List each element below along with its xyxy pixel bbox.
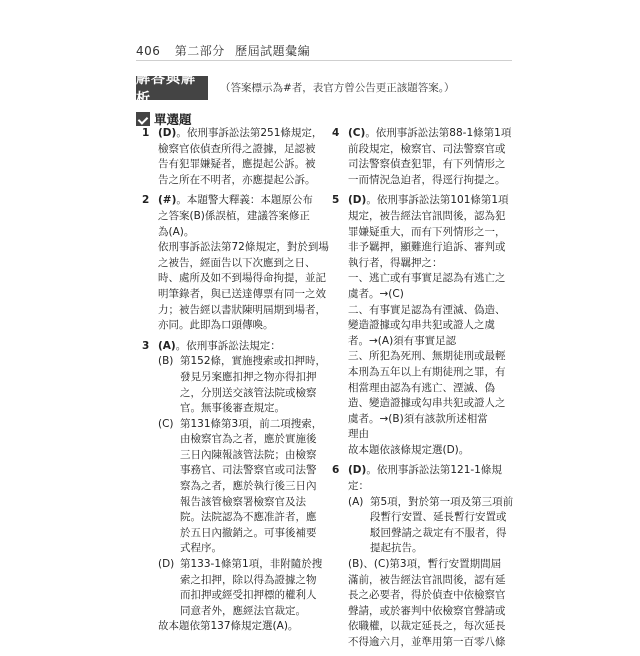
answer-label: (D)	[158, 127, 177, 139]
question-text: 。依刑事訴訟法第121-1條規	[366, 464, 502, 477]
option-text-line: 事務官、司法警察官或司法警	[180, 464, 317, 477]
question-text-line: 為(A)。	[158, 225, 195, 238]
option-explanation	[142, 417, 323, 557]
part-label: 第二部分	[174, 44, 225, 58]
question-text-line	[348, 463, 502, 479]
question-text-line	[158, 126, 323, 142]
option-text-line: 駁回聲請之裁定有不服者，得	[370, 526, 507, 539]
question-text-line	[348, 126, 512, 142]
question-text-line: 者。→(A)須有事實足認	[348, 334, 457, 347]
question-text-line: 故本題依該條規定選(D)。	[348, 443, 470, 456]
question-text: 。依刑事訴訟法第88-1條第1項	[365, 127, 512, 139]
answers-note: （答案標示為#者，表官方曾公告更正該題答案。）	[220, 82, 455, 94]
question-text-line: 前段規定，檢察官、司法警察官或	[348, 142, 506, 155]
option-text-line: 由檢察官為之者，應於實施後	[180, 433, 317, 446]
left-column	[142, 126, 329, 640]
question-number: 1	[142, 127, 150, 139]
option-text-line: 於五日內撤銷之。可事後補要	[180, 526, 317, 539]
question-text-line: 規定，被告經法官訊問後，認為犯	[348, 209, 506, 222]
option-text-line: 院。法院認為不應准許者，應	[180, 511, 317, 524]
conclusion-line: 依職權，以裁定延長之，每次延長	[348, 620, 506, 633]
option-text-line: 式程序。	[180, 542, 222, 555]
question-conclusion	[332, 557, 506, 651]
question-text-line: 司法警察偵查犯罪，有下列情形之	[348, 158, 506, 171]
conclusion-line: 聲請，或於審判中依檢察官聲請或	[348, 604, 506, 617]
check-square-icon	[136, 112, 150, 126]
question-number: 2	[142, 194, 150, 207]
question-head	[142, 339, 298, 355]
question-number: 5	[332, 194, 340, 207]
option-text-line: 第131條第3項，前二項搜索，	[180, 417, 323, 430]
page-header	[136, 42, 310, 59]
question-text-line: 檢察官依偵查所得之證據，足認被	[158, 142, 316, 155]
question-head	[332, 126, 512, 188]
question-text-line: 之被告，經面告以下次應到之日、	[158, 256, 316, 269]
question-item	[142, 193, 329, 333]
section-heading-label: 單選題	[154, 112, 192, 127]
question-text-line: 依刑事訴訟法第72條規定，對於到場	[158, 241, 329, 254]
option-text-line: 索之扣押，除以得為證據之物	[180, 573, 317, 586]
option-label: (D)	[158, 558, 175, 571]
question-text-line: 亦同。此即為口頭傳喚。	[158, 319, 274, 332]
question-text-line	[348, 193, 509, 209]
conclusion-line: 長之必要者，得於偵查中依檢察官	[348, 589, 506, 602]
option-text-line: 三日內陳報該管法院；由檢察	[180, 448, 317, 461]
option-text-line: 同意者外，應經法官裁定。	[180, 604, 306, 617]
option-explanation	[142, 354, 327, 416]
question-text-line: 變造證據或勾串共犯或證人之虞	[348, 319, 495, 332]
question-item	[142, 126, 323, 188]
answer-label: (D)	[348, 194, 367, 207]
option-text-line: 第133-1條第1項，非附隨於搜	[180, 558, 323, 571]
header-divider	[136, 60, 512, 61]
right-column	[332, 126, 514, 656]
option-text-line: 發見另案應扣押之物亦得扣押	[180, 370, 317, 383]
question-text-line: 定：	[348, 480, 369, 493]
answers-title: 解答與解析	[136, 76, 208, 100]
conclusion-line: (B)、(C)第3項，暫行安置期間屆	[348, 558, 502, 571]
option-explanation	[332, 495, 514, 557]
question-text: 。本題警大釋義：本題原公布	[176, 194, 313, 207]
answer-label: (C)	[348, 127, 366, 139]
question-text-line: 造、變造證據或勾串共犯或證人之	[348, 397, 506, 410]
option-text-line: 察為之者，應於執行後三日內	[180, 480, 317, 493]
question-text: 。依刑事訴訟法第101條第1項	[366, 194, 509, 207]
part-subtitle: 歷屆試題彙編	[235, 44, 311, 58]
question-head	[332, 193, 509, 458]
question-head	[142, 193, 329, 333]
question-text-line: 理由	[348, 428, 369, 441]
option-text-line: 之，分別送交該管法院或檢察	[180, 386, 317, 399]
question-text-line: 虞者。→(C)	[348, 287, 404, 300]
question-text-line: 三、所犯為死刑、無期徒刑或最輕	[348, 350, 506, 363]
option-label: (C)	[158, 417, 174, 430]
option-text-line: 報告該管檢察署檢察官及法	[180, 495, 306, 508]
option-text-line: 提起抗告。	[370, 542, 423, 555]
question-text-line: 執行者，得羈押之：	[348, 256, 443, 269]
option-text-line: 段暫行安置、延長暫行安置或	[370, 511, 507, 524]
question-number: 6	[332, 464, 340, 477]
question-head	[332, 463, 502, 494]
question-item	[332, 193, 509, 458]
question-text-line: 一、逃亡或有事實足認為有逃亡之	[348, 272, 506, 285]
answer-label: (D)	[348, 464, 367, 477]
question-item	[332, 126, 512, 188]
conclusion-line: 不得逾六月，並準用第一百零八條	[348, 636, 506, 648]
question-conclusion	[142, 619, 298, 635]
answer-label: (A)	[158, 339, 176, 352]
conclusion-line: 故本題依第137條規定選(A)。	[158, 620, 299, 633]
question-text: 。依刑事訴訟法第251條規定，	[176, 127, 323, 139]
question-text-line: 明筆錄者，與已送達傳票有同一之效	[158, 287, 326, 300]
answer-label: (#)	[158, 194, 177, 207]
question-number: 3	[142, 339, 150, 352]
question-text-line: 力；被告經以書狀陳明屆期到場者，	[158, 303, 326, 316]
option-text-line: 第152條，實施搜索或扣押時，	[180, 355, 327, 368]
page-number: 406	[136, 44, 161, 58]
question-text-line: 非予羈押，顯難進行追訴、審判或	[348, 241, 506, 254]
question-number: 4	[332, 127, 340, 139]
option-text-line: 而扣押或經受扣押標的權利人	[180, 589, 317, 602]
question-text-line: 相當理由認為有逃亡、湮滅、偽	[348, 381, 495, 394]
question-text-line	[158, 193, 313, 209]
question-text-line: 之答案(B)係誤植，建議答案修正	[158, 209, 310, 222]
question-item	[142, 339, 327, 635]
question-text-line: 本刑為五年以上有期徒刑之罪，有	[348, 365, 506, 378]
option-text-line: 第5項，對於第一項及第三項前	[370, 495, 514, 508]
question-item	[332, 463, 514, 650]
question-text-line	[158, 339, 298, 355]
option-label: (B)	[158, 355, 174, 368]
question-text-line: 虞者。→(B)須有該款所述相當	[348, 412, 488, 425]
question-text-line: 告有犯罪嫌疑者，應提起公訴。被	[158, 158, 316, 171]
question-text-line: 告之所在不明者，亦應提起公訴。	[158, 173, 316, 186]
question-text-line: 罪嫌疑重大，而有下列情形之一，	[348, 225, 506, 238]
question-text-line: 時、處所及如不到場得命拘提，並記	[158, 272, 326, 285]
question-text-line: 二、有事實足認為有湮滅、偽造、	[348, 303, 506, 316]
option-text-line: 官。無事後審查規定。	[180, 402, 285, 415]
question-text-line: 一而情況急迫者，得逕行拘提之。	[348, 173, 506, 186]
conclusion-line: 滿前，被告經法官訊問後，認有延	[348, 573, 506, 586]
option-label: (A)	[348, 495, 364, 508]
question-head	[142, 126, 323, 188]
option-explanation	[142, 557, 323, 619]
question-text: 。依刑事訴訟法規定：	[175, 339, 281, 352]
